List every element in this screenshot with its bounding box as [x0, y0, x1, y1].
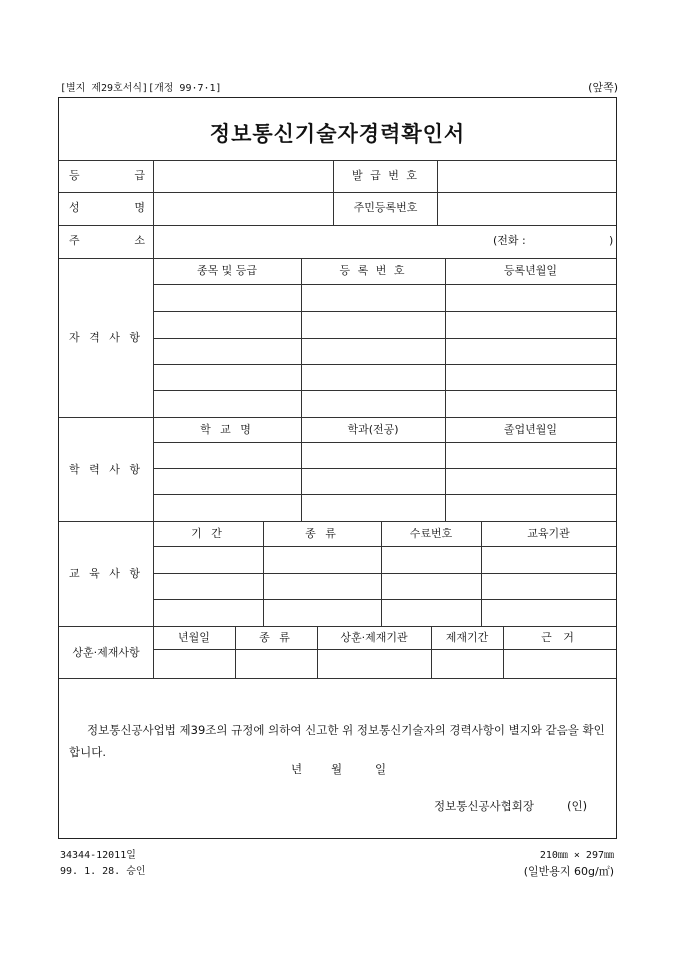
- education-col-major: 학과(전공): [347, 423, 399, 436]
- resident-number-label: 주민등록번호: [353, 201, 418, 214]
- qualification-section-label: 자 격 사 항: [69, 331, 143, 344]
- issue-number-label: 발 급 번 호: [352, 169, 419, 182]
- training-section-label: 교 육 사 항: [69, 567, 143, 580]
- training-col-kind: 종 류: [305, 527, 339, 540]
- form-code: 34344-12011일: [60, 850, 136, 861]
- awards-col-period: 제재기간: [445, 631, 489, 644]
- qualification-col-reg-date: 등록년월일: [503, 264, 558, 277]
- education-section-label: 학 력 사 항: [69, 463, 143, 476]
- phone-close: ): [609, 234, 614, 247]
- certificate-form: [58, 97, 617, 839]
- confirmation-statement: 정보통신공사업법 제39조의 규정에 의하여 신고한 위 정보통신기술자의 경력사항이 별지와 같음을 확인합니다.: [69, 723, 605, 759]
- education-col-school: 학 교 명: [200, 423, 254, 436]
- training-col-cert-number: 수료번호: [409, 527, 453, 540]
- qualification-col-reg-number: 등 록 번 호: [339, 264, 407, 277]
- awards-col-date: 년월일: [178, 631, 210, 644]
- awards-section-label: 상훈·제재사항: [72, 646, 140, 659]
- qualification-col-type: 종목 및 등급: [196, 264, 258, 277]
- phone-label: (전화 :: [493, 234, 526, 247]
- date-day: 일: [375, 762, 387, 776]
- paper-type: (일반용지 60g/㎡): [523, 865, 614, 878]
- training-col-institution: 교육기관: [527, 527, 570, 540]
- form-title: 정보통신기술자경력확인서: [209, 121, 466, 146]
- date-month: 월: [331, 762, 343, 776]
- signer-name: 정보통신공사협회장: [434, 799, 534, 813]
- grade-label: 등 급: [69, 169, 145, 182]
- form-number: [별지 제29호서식][개정 99·7·1]: [60, 83, 222, 94]
- awards-col-basis: 근 거: [541, 631, 578, 644]
- paper-size: 210㎜ × 297㎜: [539, 850, 614, 861]
- education-col-grad-date: 졸업년월일: [503, 423, 558, 436]
- address-label: 주 소: [69, 234, 145, 247]
- name-label: 성 명: [69, 201, 145, 214]
- approval-date: 99. 1. 28. 승인: [60, 866, 146, 877]
- awards-col-authority: 상훈·제재기관: [340, 631, 408, 644]
- awards-col-kind: 종 류: [259, 631, 293, 644]
- training-col-period: 기 간: [191, 527, 225, 540]
- page-side-label: (앞쪽): [588, 81, 618, 94]
- seal-mark: (인): [567, 799, 588, 813]
- date-year: 년: [291, 762, 303, 776]
